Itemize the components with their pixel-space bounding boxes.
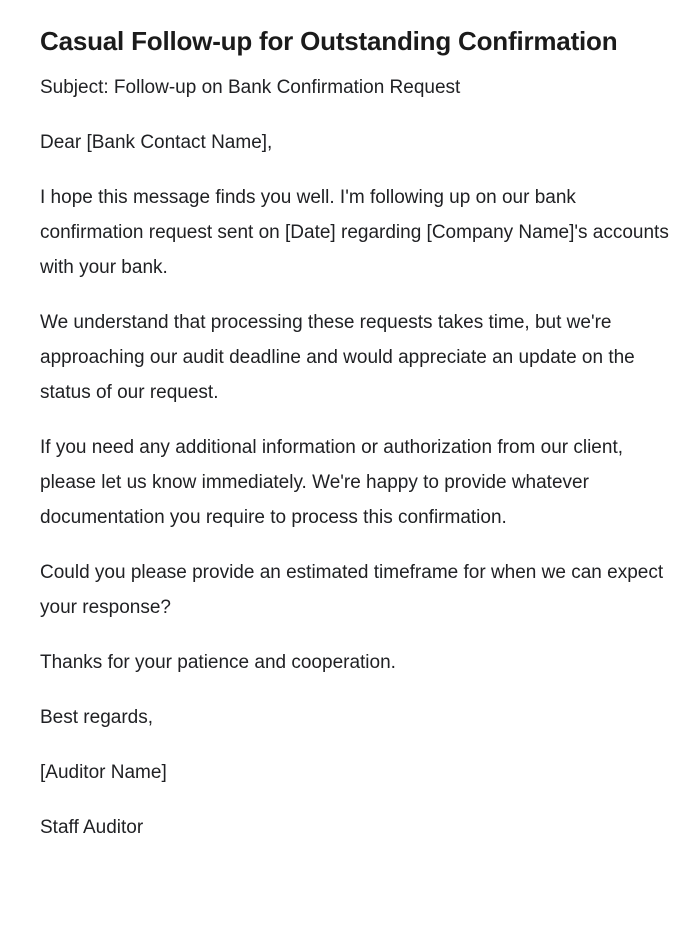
signature-name: [Auditor Name]	[40, 762, 167, 783]
body-paragraph-1: I hope this message finds you well. I'm following up on our bank confirmation request sent on [Date] regarding [Company Name]'s accounts with your bank.	[40, 187, 669, 278]
body-paragraph-2: We understand that processing these requests takes time, but we're approaching our audit deadline and would appreciate an update on the status of our request.	[40, 312, 635, 403]
body-paragraph-3: If you need any additional information or authorization from our client, please let us know immediately. We're happy to provide whatever documentation you require to process this confirmation.	[40, 437, 623, 528]
salutation: Dear [Bank Contact Name],	[40, 132, 273, 153]
page-title: Casual Follow-up for Outstanding Confirmation	[40, 26, 618, 56]
body-paragraph-4: Could you please provide an estimated timeframe for when we can expect your response?	[40, 562, 664, 618]
email-subject-line: Subject: Follow-up on Bank Confirmation Request	[40, 77, 461, 98]
signature-title: Staff Auditor	[40, 817, 144, 838]
closing: Best regards,	[40, 707, 153, 728]
body-paragraph-5: Thanks for your patience and cooperation.	[40, 652, 396, 673]
